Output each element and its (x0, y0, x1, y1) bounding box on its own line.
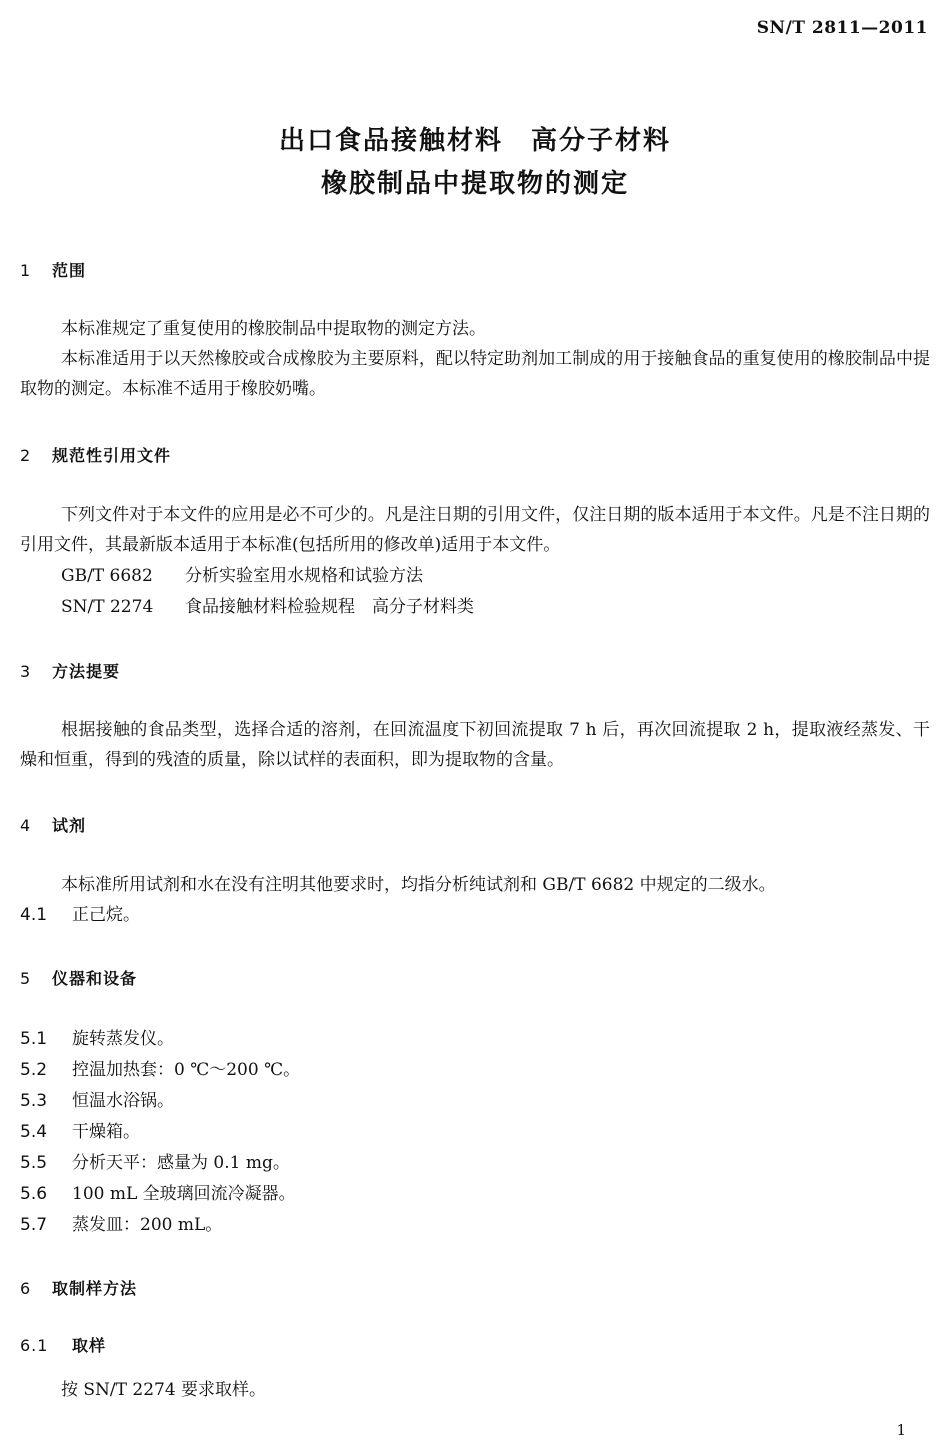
item-number: 4.1 (20, 905, 48, 925)
subsection-6-1-paragraph-1: 按 SN/T 2274 要求取样。 (61, 1380, 267, 1400)
section-number: 4 (20, 816, 32, 835)
list-item (20, 900, 140, 930)
item-text: 正己烷。 (72, 905, 140, 925)
item-number: 5.7 (20, 1215, 48, 1235)
item-text: 蒸发皿：200 mL。 (72, 1215, 223, 1235)
item-text: 恒温水浴锅。 (72, 1091, 174, 1111)
item-text: 控温加热套：0 ℃～200 ℃。 (72, 1060, 301, 1080)
section-1-paragraph-1: 本标准规定了重复使用的橡胶制品中提取物的测定方法。 (61, 319, 486, 339)
section-1-paragraph-2: 本标准适用于以天然橡胶或合成橡胶为主要原料，配以特定助剂加工制成的用于接触食品的重复使用的橡胶制品中提取物的测定。本标准不适用于橡胶奶嘴。 (20, 349, 930, 399)
section-6-heading (20, 1276, 137, 1299)
item-text: 旋转蒸发仪。 (72, 1029, 174, 1049)
reference-item (61, 561, 423, 591)
page-number: 1 (896, 1421, 906, 1439)
section-title: 仪器和设备 (52, 969, 138, 988)
item-number: 5.6 (20, 1184, 48, 1204)
subsection-6-1-heading (20, 1333, 106, 1356)
section-3-paragraph-1: 根据接触的食品类型，选择合适的溶剂，在回流温度下初回流提取 7 h 后，再次回流提取 2 h，提取液经蒸发、干燥和恒重，得到的残渣的质量，除以试样的表面积，即为提取物的含量。 (20, 720, 930, 770)
section-title: 规范性引用文件 (52, 446, 172, 465)
item-text: 干燥箱。 (72, 1122, 140, 1142)
section-title: 试剂 (52, 816, 87, 835)
section-number: 6 (20, 1279, 32, 1298)
list-item (20, 1024, 174, 1054)
subsection-number: 6.1 (20, 1336, 49, 1355)
section-4-heading (20, 813, 86, 836)
section-number: 5 (20, 969, 32, 988)
list-item (20, 1210, 222, 1240)
item-number: 5.1 (20, 1029, 48, 1049)
section-title: 范围 (52, 261, 87, 280)
reference-item (61, 592, 474, 622)
section-number: 2 (20, 446, 32, 465)
document-title-line-1: 出口食品接触材料 高分子材料 (278, 126, 671, 156)
list-item (20, 1055, 300, 1085)
item-text: 100 mL 全玻璃回流冷凝器。 (72, 1184, 296, 1204)
standard-code: SN/T 2811—2011 (756, 18, 928, 38)
list-item (20, 1086, 174, 1116)
section-4-paragraph-1: 本标准所用试剂和水在没有注明其他要求时，均指分析纯试剂和 GB/T 6682 中规定的二级水。 (61, 875, 776, 895)
item-number: 5.4 (20, 1122, 48, 1142)
section-5-heading (20, 966, 137, 989)
list-item (20, 1117, 140, 1147)
item-number: 5.5 (20, 1153, 48, 1173)
list-item (20, 1179, 296, 1209)
section-2-heading (20, 443, 171, 466)
section-title: 取制样方法 (52, 1279, 138, 1298)
reference-code: SN/T 2274 (61, 597, 154, 617)
list-item (20, 1148, 290, 1178)
section-number: 3 (20, 662, 32, 681)
section-2-paragraph-1: 下列文件对于本文件的应用是必不可少的。凡是注日期的引用文件，仅注日期的版本适用于本文件。凡是不注日期的引用文件，其最新版本适用于本标准(包括所用的修改单)适用于本文件。 (20, 505, 930, 555)
section-1-heading (20, 258, 86, 281)
document-title-line-2: 橡胶制品中提取物的测定 (320, 169, 629, 199)
reference-title: 分析实验室用水规格和试验方法 (185, 566, 423, 586)
reference-title: 食品接触材料检验规程 高分子材料类 (185, 597, 474, 617)
item-number: 5.3 (20, 1091, 48, 1111)
subsection-title: 取样 (72, 1336, 107, 1355)
section-title: 方法提要 (52, 662, 121, 681)
item-number: 5.2 (20, 1060, 48, 1080)
reference-code: GB/T 6682 (61, 566, 153, 586)
section-number: 1 (20, 261, 32, 280)
section-3-heading (20, 659, 120, 682)
item-text: 分析天平：感量为 0.1 mg。 (72, 1153, 290, 1173)
